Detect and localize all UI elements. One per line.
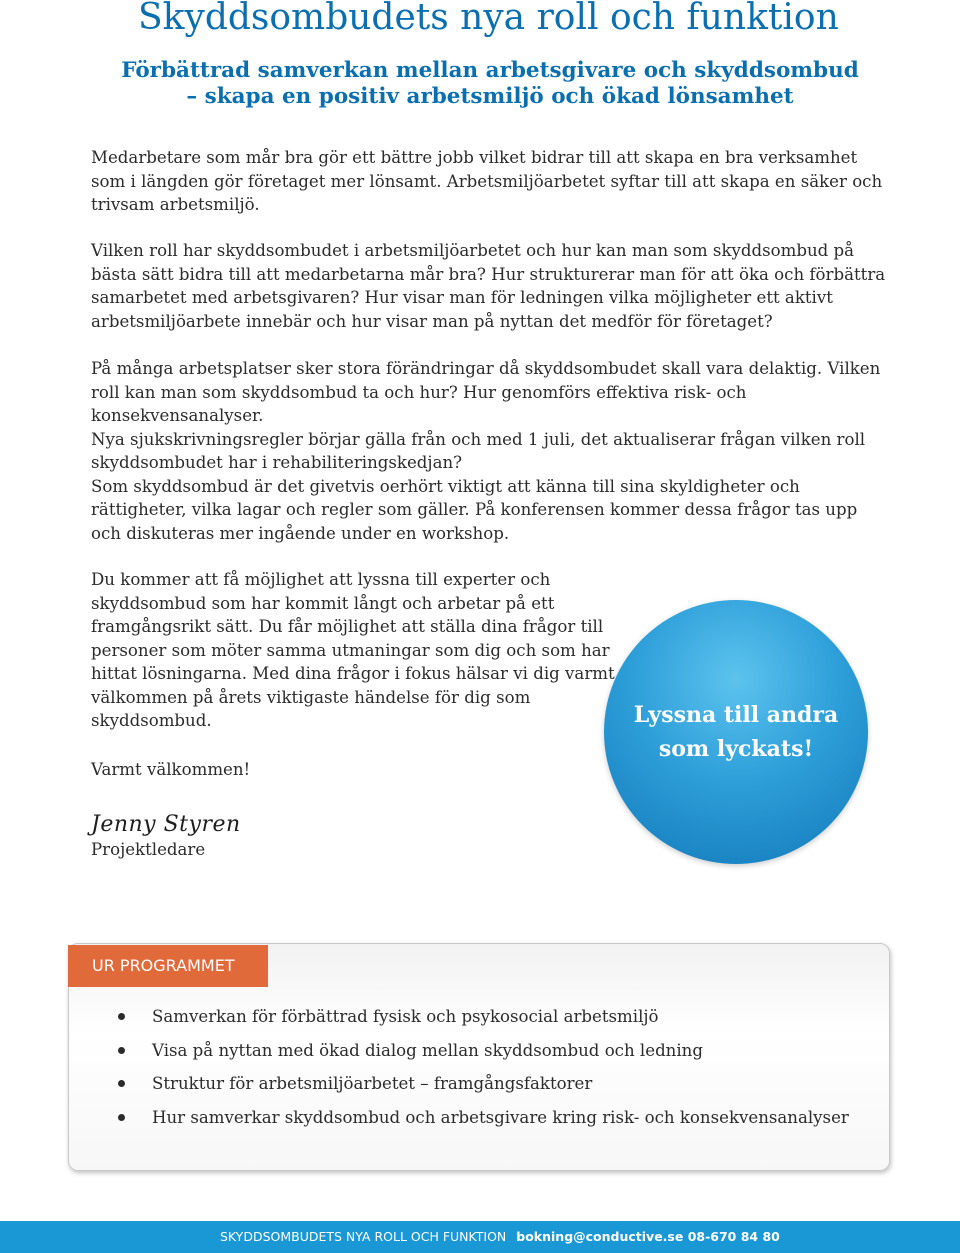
bullet-icon: [118, 1114, 125, 1121]
callout-line-2: som lyckats!: [658, 736, 814, 762]
footer-contact: bokning@conductive.se 08-670 84 80: [516, 1229, 780, 1244]
signature: Jenny Styren: [91, 812, 241, 837]
program-heading: UR PROGRAMMET: [68, 945, 268, 987]
bullet-icon: [118, 1013, 125, 1020]
program-item-text: Struktur för arbetsmiljöarbetet – framgångsfaktorer: [152, 1074, 593, 1094]
changes-paragraph: På många arbetsplatser sker stora förändringar då skyddsombudet skall vara delaktig. Vilken roll kan man som skyddsombud ta och hur? Hur genomförs effektiva risk- och konsekvensanalyser.: [91, 359, 881, 425]
program-list: [112, 1000, 872, 1135]
program-item: [112, 1034, 872, 1068]
questions-paragraph: Vilken roll har skyddsombudet i arbetsmiljöarbetet och hur kan man som skyddsombud på bästa sätt bidra till att medarbetarna mår bra? Hur strukturerar man för att öka och förbättra samarbetet med arbetsgivaren? Hur visar man för ledningen vilka möjligheter ett aktivt arbetsmiljöarbete innebär och hur visar man på nyttan det medför för företaget?: [91, 241, 886, 331]
subtitle-line-1: Förbättrad samverkan mellan arbetsgivare och skyddsombud: [121, 58, 859, 83]
bullet-icon: [118, 1080, 125, 1087]
page-title: Skyddsombudets nya roll och funktion: [138, 0, 839, 38]
subtitle-line-2: – skapa en positiv arbetsmiljö och ökad lönsamhet: [186, 84, 794, 109]
callout-line-1: Lyssna till andra: [633, 702, 839, 728]
program-item: [112, 1067, 872, 1101]
bullet-icon: [118, 1047, 125, 1054]
program-item-text: Hur samverkar skyddsombud och arbetsgivare kring risk- och konsekvensanalyser: [152, 1108, 849, 1128]
sick-leave-paragraph: Nya sjukskrivningsregler börjar gälla från och med 1 juli, det aktualiserar frågan vilken roll skyddsombudet har i rehabiliteringskedjan?: [91, 429, 866, 472]
program-item-text: Samverkan för förbättrad fysisk och psykosocial arbetsmiljö: [152, 1007, 659, 1026]
greeting: Varmt välkommen!: [91, 760, 251, 779]
subtitle: [120, 58, 860, 110]
intro-paragraph: Medarbetare som mår bra gör ett bättre jobb vilket bidrar till att skapa en bra verksamhet som i längden gör företaget mer lönsamt. Arbetsmiljöarbetet syftar till att skapa en säker och trivsam arbetsmiljö.: [91, 148, 883, 214]
rights-paragraph: Som skyddsombud är det givetvis oerhört viktigt att känna till sina skyldigheter och rättigheter, vilka lagar och regler som gäller. På konferensen kommer dessa frågor tas upp och diskuteras mer ingående under en workshop.: [91, 476, 858, 543]
footer-label: SKYDDSOMBUDETS NYA ROLL OCH FUNKTION: [220, 1229, 507, 1244]
program-item-text: Visa på nyttan med ökad dialog mellan skyddsombud och ledning: [152, 1040, 703, 1060]
program-item: [112, 1101, 872, 1135]
signer-role: Projektledare: [91, 840, 206, 859]
invitation-paragraph: Du kommer att få möjlighet att lyssna till experter och skyddsombud som har kommit långt och arbetar på ett framgångsrikt sätt. Du får möjlighet att ställa dina frågor till personer som möter samma utmaningar som dig och som har hittat lösningarna. Med dina frågor i fokus hälsar vi dig varmt välkommen på årets viktigaste händelse för dig som skyddsombud.: [91, 570, 615, 730]
callout-text: [604, 698, 868, 766]
program-item: [112, 1000, 872, 1034]
changes-section: [91, 357, 891, 545]
footer-text: [220, 1221, 780, 1253]
